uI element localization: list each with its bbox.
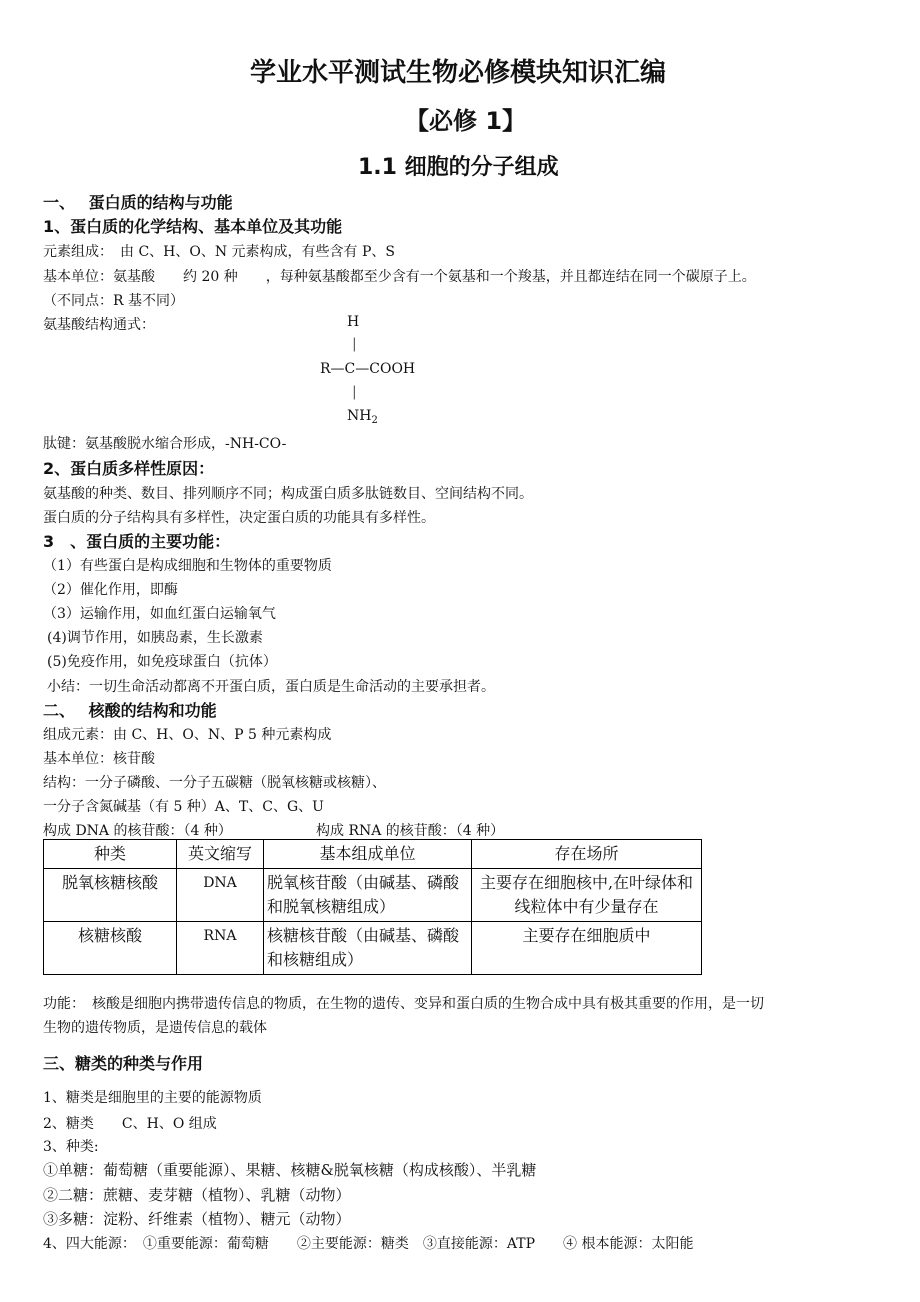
formula-main: R—C—COOH [320,361,416,377]
function-item: (5)免疫作用，如免疫球蛋白（抗体） [47,654,277,670]
section-1-sub2: 2、蛋白质多样性原因： [43,459,215,478]
table-cell: 脱氧核苷酸（由碱基、磷酸和脱氧核糖组成） [264,869,472,922]
doc-title: 学业水平测试生物必修模块知识汇编 [250,58,667,88]
table-header-cell: 种类 [44,840,177,869]
nucleic-structure-2: 一分子含氮碱基（有 5 种）A、T、C、G、U [43,799,324,815]
function-item: （3）运输作用，如血红蛋白运输氧气 [43,606,276,622]
rna-nucleotide-count: 构成 RNA 的核苷酸：（4 种） [316,823,505,839]
table-cell: DNA [177,869,264,922]
table-cell: 主要存在细胞核中,在叶绿体和线粒体中有少量存在 [472,869,702,922]
dna-nucleotide-count: 构成 DNA 的核苷酸：（4 种） [43,823,232,839]
section-1-sub3: 3 、蛋白质的主要功能： [43,532,231,551]
function-item: (4)调节作用，如胰岛素，生长激素 [47,630,263,646]
nucleic-structure-1: 结构：一分子磷酸、一分子五碳糖（脱氧核糖或核糖）、 [43,775,386,791]
table-cell: 主要存在细胞质中 [472,922,702,975]
protein-elements: 元素组成： 由 C、H、O、N 元素构成，有些含有 P、S [43,244,396,260]
sugar-line-1: 1、糖类是细胞里的主要的能源物质 [43,1090,262,1106]
formula-amino-group [347,408,378,426]
section-1-heading: 一、 蛋白质的结构与功能 [43,193,233,212]
formula-bond-bottom: | [352,384,357,400]
table-cell: 核糖核苷酸（由碱基、磷酸和核糖组成） [264,922,472,975]
formula-bond-top: | [352,336,357,352]
table-cell: 核糖核酸 [44,922,177,975]
nucleic-acid-table [43,839,702,975]
formula-label: 氨基酸结构通式： [43,317,155,333]
nucleic-function-2: 生物的遗传物质，是遗传信息的载体 [43,1020,267,1036]
table-header-row [44,840,702,869]
sugar-line-2: 2、糖类 C、H、O 组成 [43,1116,217,1132]
protein-unit-note: （不同点：R 基不同） [43,293,184,309]
nucleic-function-1: 功能： 核酸是细胞内携带遗传信息的物质，在生物的遗传、变异和蛋白质的生物合成中具有极其重要的作用，是一切 [43,996,764,1012]
module-heading: 【必修 1】 [405,107,527,135]
function-item: （1）有些蛋白是构成细胞和生物体的重要物质 [43,558,332,574]
section-1-sub1: 1、蛋白质的化学结构、基本单位及其功能 [43,217,343,236]
chapter-heading: 1.1 细胞的分子组成 [358,155,559,180]
section-2-heading: 二、 核酸的结构和功能 [43,701,217,720]
polysaccharides: ③多糖：淀粉、纤维素（植物）、糖元（动物） [43,1210,351,1228]
formula-top-h: H [347,314,360,330]
table-header-cell: 存在场所 [472,840,702,869]
disaccharides: ②二糖：蔗糖、麦芽糖（植物）、乳糖（动物） [43,1186,351,1204]
nucleic-elements: 组成元素：由 C、H、O、N、P 5 种元素构成 [43,727,332,743]
table-cell: RNA [177,922,264,975]
section-3-heading: 三、糖类的种类与作用 [43,1054,204,1073]
table-header-cell: 基本组成单位 [264,840,472,869]
table-row [44,922,702,975]
table-header-cell: 英文缩写 [177,840,264,869]
formula-subscript: 2 [371,415,378,426]
diversity-line-2: 蛋白质的分子结构具有多样性，决定蛋白质的功能具有多样性。 [43,510,435,526]
table-cell: 脱氧核糖核酸 [44,869,177,922]
sugar-line-3: 3、种类: [43,1139,99,1155]
monosaccharides: ①单糖：葡萄糖（重要能源）、果糖、核糖&脱氧核糖（构成核酸）、半乳糖 [43,1161,537,1179]
summary-line: 小结：一切生命活动都离不开蛋白质，蛋白质是生命活动的主要承担者。 [47,679,495,695]
function-item: （2）催化作用，即酶 [43,582,178,598]
nucleic-unit: 基本单位：核苷酸 [43,751,155,767]
table-row [44,869,702,922]
energy-sources: 4、四大能源： ①重要能源：葡萄糖 ②主要能源：糖类 ③直接能源：ATP ④ 根本能源：太阳能 [43,1236,694,1252]
protein-unit: 基本单位：氨基酸 约 20 种 ，每种氨基酸都至少含有一个氨基和一个羧基，并且都连结在同一个碳原子上。 [43,269,756,285]
peptide-bond: 肽键：氨基酸脱水缩合形成，-NH-CO- [43,436,287,452]
formula-nh: NH [347,408,372,424]
diversity-line-1: 氨基酸的种类、数目、排列顺序不同；构成蛋白质多肽链数目、空间结构不同。 [43,486,533,502]
